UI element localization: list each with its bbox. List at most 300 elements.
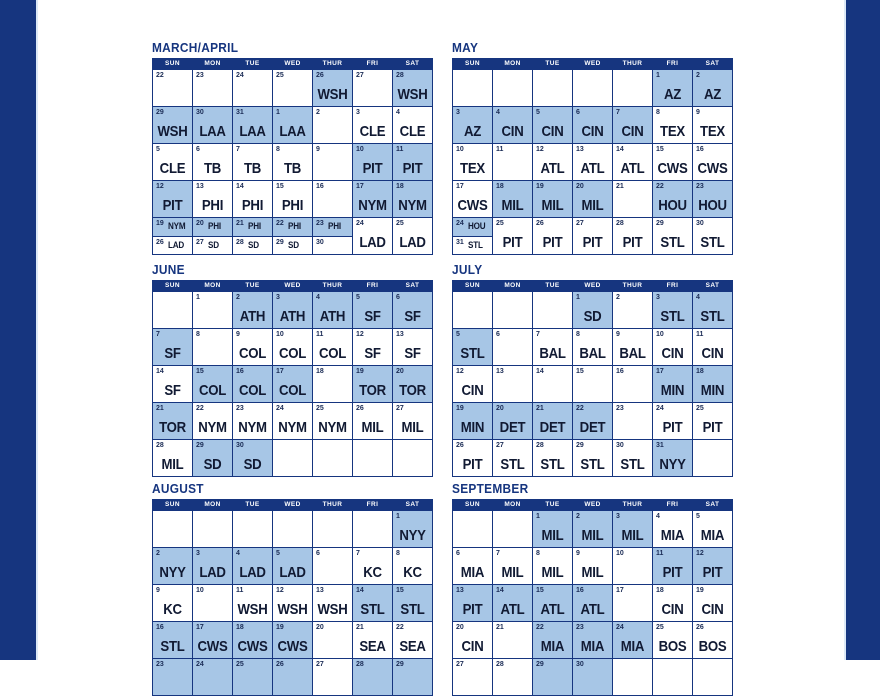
opponent-abbr: HOU bbox=[698, 197, 727, 214]
calendar-half-cell bbox=[153, 218, 192, 236]
calendar-cell bbox=[273, 622, 312, 658]
opponent-abbr: MIL bbox=[501, 564, 524, 581]
calendar-cell bbox=[193, 70, 232, 106]
opponent-abbr: MIN bbox=[460, 419, 485, 436]
opponent-abbr: WSH bbox=[277, 601, 308, 618]
day-number: 2 bbox=[156, 550, 160, 557]
day-number: 30 bbox=[576, 661, 584, 668]
calendar-cell bbox=[613, 548, 652, 584]
calendar-cell bbox=[493, 548, 532, 584]
calendar-cell bbox=[653, 440, 692, 476]
calendar-cell bbox=[533, 511, 572, 547]
day-number: 27 bbox=[496, 442, 504, 449]
day-number: 4 bbox=[656, 513, 660, 520]
day-number: 5 bbox=[156, 146, 160, 153]
weekday-header: SAT bbox=[693, 500, 732, 510]
calendar-cell bbox=[613, 511, 652, 547]
day-number: 10 bbox=[276, 331, 284, 338]
calendar-cell bbox=[193, 440, 232, 476]
calendar-cell bbox=[153, 144, 192, 180]
opponent-abbr: PIT bbox=[702, 419, 723, 436]
opponent-abbr: TEX bbox=[700, 123, 725, 140]
day-number: 25 bbox=[696, 405, 704, 412]
calendar-cell bbox=[573, 292, 612, 328]
calendar-cell bbox=[193, 511, 232, 547]
day-number: 3 bbox=[656, 294, 660, 301]
month-title: MARCH/APRIL bbox=[152, 41, 239, 55]
day-number: 13 bbox=[496, 368, 504, 375]
calendar-cell bbox=[273, 548, 312, 584]
calendar-cell bbox=[493, 107, 532, 143]
calendar-cell bbox=[613, 366, 652, 402]
weekday-header: MON bbox=[193, 281, 232, 291]
calendar-cell bbox=[153, 366, 192, 402]
calendar-cell bbox=[153, 403, 192, 439]
calendar-cell bbox=[493, 144, 532, 180]
calendar-cell bbox=[233, 511, 272, 547]
day-number: 30 bbox=[316, 238, 324, 246]
opponent-abbr: STL bbox=[700, 234, 725, 251]
calendar-cell bbox=[233, 107, 272, 143]
calendar-cell bbox=[573, 548, 612, 584]
opponent-abbr: BAL bbox=[619, 345, 646, 362]
opponent-abbr: NYM bbox=[318, 419, 347, 436]
day-number: 4 bbox=[316, 294, 320, 301]
calendar-cell bbox=[193, 622, 232, 658]
calendar-cell bbox=[193, 585, 232, 621]
month-may bbox=[452, 42, 733, 255]
opponent-abbr: CWS bbox=[457, 197, 488, 214]
day-number: 18 bbox=[236, 624, 244, 631]
day-number: 12 bbox=[696, 550, 704, 557]
calendar-cell bbox=[273, 218, 312, 254]
opponent-abbr: PHI bbox=[327, 221, 341, 231]
calendar-cell bbox=[453, 659, 492, 695]
opponent-abbr: NYY bbox=[159, 564, 186, 581]
day-number: 2 bbox=[616, 294, 620, 301]
calendar-cell bbox=[153, 218, 192, 254]
calendar-cell bbox=[613, 403, 652, 439]
day-number: 10 bbox=[456, 146, 464, 153]
calendar-cell bbox=[653, 292, 692, 328]
day-number: 31 bbox=[456, 238, 464, 246]
day-number: 1 bbox=[536, 513, 540, 520]
calendar-cell bbox=[653, 622, 692, 658]
calendar-cell bbox=[233, 403, 272, 439]
calendar-cell bbox=[453, 218, 492, 254]
opponent-abbr: WSH bbox=[397, 86, 428, 103]
opponent-abbr: ATH bbox=[319, 308, 346, 325]
day-number: 29 bbox=[196, 442, 204, 449]
calendar-cell bbox=[493, 511, 532, 547]
day-number: 30 bbox=[196, 109, 204, 116]
opponent-abbr: SD bbox=[207, 239, 219, 250]
opponent-abbr: STL bbox=[160, 638, 185, 655]
month-title: JUNE bbox=[152, 263, 185, 277]
day-number: 21 bbox=[356, 624, 364, 631]
calendar-cell bbox=[153, 548, 192, 584]
day-number: 19 bbox=[276, 624, 284, 631]
day-number: 25 bbox=[656, 624, 664, 631]
weekday-header: SAT bbox=[693, 281, 732, 291]
calendar-cell bbox=[573, 70, 612, 106]
calendar-cell bbox=[313, 70, 352, 106]
day-number: 13 bbox=[316, 587, 324, 594]
weekday-header: FRI bbox=[653, 500, 692, 510]
day-number: 20 bbox=[576, 183, 584, 190]
day-number: 16 bbox=[156, 624, 164, 631]
day-number: 18 bbox=[496, 183, 504, 190]
calendar-cell bbox=[573, 366, 612, 402]
opponent-abbr: ATH bbox=[239, 308, 266, 325]
opponent-abbr: PIT bbox=[462, 456, 483, 473]
calendar-cell bbox=[613, 181, 652, 217]
calendar-cell bbox=[393, 144, 432, 180]
day-number: 26 bbox=[316, 72, 324, 79]
day-number: 7 bbox=[496, 550, 500, 557]
opponent-abbr: SF bbox=[164, 345, 181, 362]
calendar-cell bbox=[193, 548, 232, 584]
day-number: 2 bbox=[236, 294, 240, 301]
calendar-cell bbox=[393, 511, 432, 547]
calendar-half-cell bbox=[233, 218, 272, 236]
calendar-cell bbox=[573, 585, 612, 621]
opponent-abbr: TOR bbox=[359, 382, 386, 399]
opponent-abbr: CIN bbox=[701, 345, 724, 362]
calendar-cell bbox=[533, 548, 572, 584]
calendar-cell bbox=[693, 585, 732, 621]
day-number: 18 bbox=[316, 368, 324, 375]
opponent-abbr: ATL bbox=[540, 601, 565, 618]
day-number: 7 bbox=[356, 550, 360, 557]
day-number: 7 bbox=[616, 109, 620, 116]
opponent-abbr: CIN bbox=[661, 601, 684, 618]
calendar-cell bbox=[393, 181, 432, 217]
day-number: 11 bbox=[696, 331, 704, 338]
day-number: 2 bbox=[316, 109, 320, 116]
day-number: 11 bbox=[656, 550, 664, 557]
opponent-abbr: PIT bbox=[502, 234, 523, 251]
calendar-cell bbox=[693, 218, 732, 254]
day-number: 23 bbox=[616, 405, 624, 412]
day-number: 29 bbox=[576, 442, 584, 449]
opponent-abbr: KC bbox=[403, 564, 422, 581]
calendar-cell bbox=[313, 548, 352, 584]
calendar-cell bbox=[613, 218, 652, 254]
calendar-cell bbox=[693, 511, 732, 547]
opponent-abbr: SF bbox=[404, 308, 421, 325]
calendar-cell bbox=[613, 144, 652, 180]
opponent-abbr: LAA bbox=[279, 123, 306, 140]
opponent-abbr: TB bbox=[283, 160, 302, 177]
calendar-cell bbox=[613, 440, 652, 476]
calendar-cell bbox=[573, 440, 612, 476]
day-number: 14 bbox=[356, 587, 364, 594]
opponent-abbr: MIL bbox=[581, 197, 604, 214]
day-number: 27 bbox=[396, 405, 404, 412]
day-number: 13 bbox=[196, 183, 204, 190]
day-number: 28 bbox=[236, 238, 244, 246]
weekday-header: TUE bbox=[533, 500, 572, 510]
opponent-abbr: MIL bbox=[581, 564, 604, 581]
day-number: 18 bbox=[396, 183, 404, 190]
opponent-abbr: STL bbox=[660, 308, 685, 325]
calendar-cell bbox=[233, 181, 272, 217]
opponent-abbr: WSH bbox=[317, 601, 348, 618]
opponent-abbr: PIT bbox=[622, 234, 643, 251]
calendar-cell bbox=[613, 622, 652, 658]
day-number: 25 bbox=[236, 661, 244, 668]
calendar-cell bbox=[693, 366, 732, 402]
day-number: 6 bbox=[456, 550, 460, 557]
calendar-cell bbox=[153, 329, 192, 365]
calendar-cell bbox=[313, 329, 352, 365]
opponent-abbr: NYY bbox=[659, 456, 686, 473]
weekday-header: WED bbox=[273, 500, 312, 510]
weekday-header: WED bbox=[573, 281, 612, 291]
day-number: 3 bbox=[616, 513, 620, 520]
opponent-abbr: STL bbox=[500, 456, 525, 473]
opponent-abbr: MIL bbox=[541, 564, 564, 581]
day-number: 14 bbox=[536, 368, 544, 375]
calendar-cell bbox=[353, 511, 392, 547]
opponent-abbr: PIT bbox=[662, 564, 683, 581]
calendar-cell bbox=[453, 511, 492, 547]
month-title: SEPTEMBER bbox=[452, 482, 529, 496]
day-number: 20 bbox=[496, 405, 504, 412]
calendar-cell bbox=[353, 622, 392, 658]
calendar-cell bbox=[533, 403, 572, 439]
day-number: 29 bbox=[156, 109, 164, 116]
calendar-cell bbox=[613, 585, 652, 621]
calendar-cell bbox=[693, 144, 732, 180]
day-number: 28 bbox=[156, 442, 164, 449]
calendar-cell bbox=[393, 622, 432, 658]
opponent-abbr: SD bbox=[287, 239, 299, 250]
weekday-header: THUR bbox=[313, 281, 352, 291]
opponent-abbr: STL bbox=[460, 345, 485, 362]
calendar-cell bbox=[353, 218, 392, 254]
opponent-abbr: STL bbox=[467, 239, 483, 250]
weekday-header: SAT bbox=[393, 500, 432, 510]
calendar-cell bbox=[233, 218, 272, 254]
calendar-grid bbox=[152, 58, 433, 255]
calendar-cell bbox=[493, 585, 532, 621]
opponent-abbr: WSH bbox=[237, 601, 268, 618]
weekday-header: SUN bbox=[153, 281, 192, 291]
day-number: 23 bbox=[196, 72, 204, 79]
calendar-half-cell bbox=[313, 218, 352, 236]
calendar-cell bbox=[273, 329, 312, 365]
opponent-abbr: HOU bbox=[467, 221, 486, 231]
calendar-cell bbox=[193, 292, 232, 328]
day-number: 16 bbox=[576, 587, 584, 594]
calendar-cell bbox=[393, 292, 432, 328]
day-number: 15 bbox=[276, 183, 284, 190]
opponent-abbr: SEA bbox=[359, 638, 386, 655]
day-number: 28 bbox=[396, 72, 404, 79]
opponent-abbr: AZ bbox=[463, 123, 482, 140]
calendar-cell bbox=[493, 70, 532, 106]
weekday-header: FRI bbox=[353, 500, 392, 510]
opponent-abbr: PHI bbox=[241, 197, 264, 214]
calendar-cell bbox=[693, 292, 732, 328]
opponent-abbr: SD bbox=[203, 456, 222, 473]
calendar-cell bbox=[233, 548, 272, 584]
calendar-cell bbox=[393, 440, 432, 476]
day-number: 8 bbox=[396, 550, 400, 557]
calendar-cell bbox=[653, 107, 692, 143]
calendar-cell bbox=[653, 548, 692, 584]
day-number: 14 bbox=[616, 146, 624, 153]
day-number: 26 bbox=[276, 661, 284, 668]
opponent-abbr: AZ bbox=[703, 86, 722, 103]
calendar-cell bbox=[453, 622, 492, 658]
opponent-abbr: SD bbox=[247, 239, 259, 250]
calendar-cell bbox=[233, 292, 272, 328]
weekday-header: TUE bbox=[233, 281, 272, 291]
day-number: 12 bbox=[456, 368, 464, 375]
opponent-abbr: MIL bbox=[621, 527, 644, 544]
day-number: 21 bbox=[536, 405, 544, 412]
day-number: 7 bbox=[536, 331, 540, 338]
opponent-abbr: PIT bbox=[542, 234, 563, 251]
calendar-cell bbox=[153, 511, 192, 547]
calendar-grid bbox=[152, 499, 433, 696]
day-number: 21 bbox=[156, 405, 164, 412]
calendar-cell bbox=[613, 70, 652, 106]
day-number: 29 bbox=[536, 661, 544, 668]
calendar-cell bbox=[653, 511, 692, 547]
opponent-abbr: PHI bbox=[247, 221, 261, 231]
opponent-abbr: CWS bbox=[277, 638, 308, 655]
left-border-bar bbox=[0, 0, 38, 660]
calendar-cell bbox=[313, 292, 352, 328]
opponent-abbr: SF bbox=[364, 308, 381, 325]
day-number: 21 bbox=[616, 183, 624, 190]
day-number: 23 bbox=[696, 183, 704, 190]
calendar-cell bbox=[653, 144, 692, 180]
opponent-abbr: HOU bbox=[658, 197, 687, 214]
opponent-abbr: TOR bbox=[159, 419, 186, 436]
opponent-abbr: STL bbox=[400, 601, 425, 618]
day-number: 24 bbox=[456, 220, 464, 227]
opponent-abbr: NYM bbox=[358, 197, 387, 214]
weekday-header: TUE bbox=[233, 500, 272, 510]
calendar-cell bbox=[493, 403, 532, 439]
calendar-cell bbox=[533, 107, 572, 143]
day-number: 14 bbox=[496, 587, 504, 594]
day-number: 29 bbox=[396, 661, 404, 668]
calendar-cell bbox=[233, 659, 272, 695]
opponent-abbr: CIN bbox=[621, 123, 644, 140]
weekday-header: SUN bbox=[453, 500, 492, 510]
calendar-cell bbox=[353, 181, 392, 217]
day-number: 19 bbox=[696, 587, 704, 594]
day-number: 15 bbox=[196, 368, 204, 375]
calendar-cell bbox=[193, 218, 232, 254]
opponent-abbr: PIT bbox=[402, 160, 423, 177]
calendar-cell bbox=[453, 548, 492, 584]
calendar-cell bbox=[533, 329, 572, 365]
opponent-abbr: STL bbox=[620, 456, 645, 473]
day-number: 3 bbox=[456, 109, 460, 116]
calendar-grid bbox=[152, 280, 433, 477]
calendar-cell bbox=[273, 144, 312, 180]
calendar-half-cell bbox=[453, 218, 492, 236]
calendar-half-cell bbox=[193, 218, 232, 236]
day-number: 22 bbox=[656, 183, 664, 190]
calendar-cell bbox=[453, 329, 492, 365]
month-title: JULY bbox=[452, 263, 483, 277]
day-number: 11 bbox=[236, 587, 244, 594]
opponent-abbr: AZ bbox=[663, 86, 682, 103]
opponent-abbr: MIA bbox=[580, 638, 605, 655]
day-number: 8 bbox=[576, 331, 580, 338]
opponent-abbr: KC bbox=[163, 601, 182, 618]
calendar-cell bbox=[313, 403, 352, 439]
opponent-abbr: CIN bbox=[501, 123, 524, 140]
day-number: 17 bbox=[196, 624, 204, 631]
calendar-cell bbox=[653, 329, 692, 365]
weekday-header: MON bbox=[493, 281, 532, 291]
calendar-cell bbox=[353, 366, 392, 402]
calendar-cell bbox=[533, 144, 572, 180]
calendar-cell bbox=[573, 181, 612, 217]
calendar-cell bbox=[273, 511, 312, 547]
calendar-cell bbox=[613, 659, 652, 695]
day-number: 24 bbox=[656, 405, 664, 412]
calendar-cell bbox=[493, 622, 532, 658]
calendar-cell bbox=[453, 107, 492, 143]
opponent-abbr: ATL bbox=[620, 160, 645, 177]
calendar-cell bbox=[453, 366, 492, 402]
day-number: 11 bbox=[316, 331, 324, 338]
day-number: 5 bbox=[456, 331, 460, 338]
calendar-cell bbox=[653, 181, 692, 217]
day-number: 18 bbox=[656, 587, 664, 594]
day-number: 22 bbox=[276, 220, 284, 227]
month-august bbox=[152, 483, 433, 696]
weekday-header: SUN bbox=[153, 59, 192, 69]
weekday-header: FRI bbox=[353, 281, 392, 291]
calendar-cell bbox=[273, 440, 312, 476]
calendar-cell bbox=[153, 440, 192, 476]
opponent-abbr: DET bbox=[499, 419, 526, 436]
calendar-cell bbox=[353, 292, 392, 328]
calendar-cell bbox=[313, 144, 352, 180]
calendar-cell bbox=[573, 329, 612, 365]
calendar-cell bbox=[493, 181, 532, 217]
day-number: 1 bbox=[196, 294, 200, 301]
day-number: 26 bbox=[356, 405, 364, 412]
weekday-header: WED bbox=[573, 500, 612, 510]
opponent-abbr: SD bbox=[583, 308, 602, 325]
day-number: 19 bbox=[536, 183, 544, 190]
day-number: 12 bbox=[276, 587, 284, 594]
calendar-cell bbox=[573, 511, 612, 547]
day-number: 25 bbox=[276, 72, 284, 79]
calendar-cell bbox=[233, 144, 272, 180]
calendar-cell bbox=[533, 659, 572, 695]
day-number: 17 bbox=[356, 183, 364, 190]
calendar-cell bbox=[313, 440, 352, 476]
weekday-header: FRI bbox=[353, 59, 392, 69]
weekday-header: SAT bbox=[693, 59, 732, 69]
day-number: 11 bbox=[496, 146, 504, 153]
weekday-header: FRI bbox=[653, 59, 692, 69]
opponent-abbr: STL bbox=[580, 456, 605, 473]
